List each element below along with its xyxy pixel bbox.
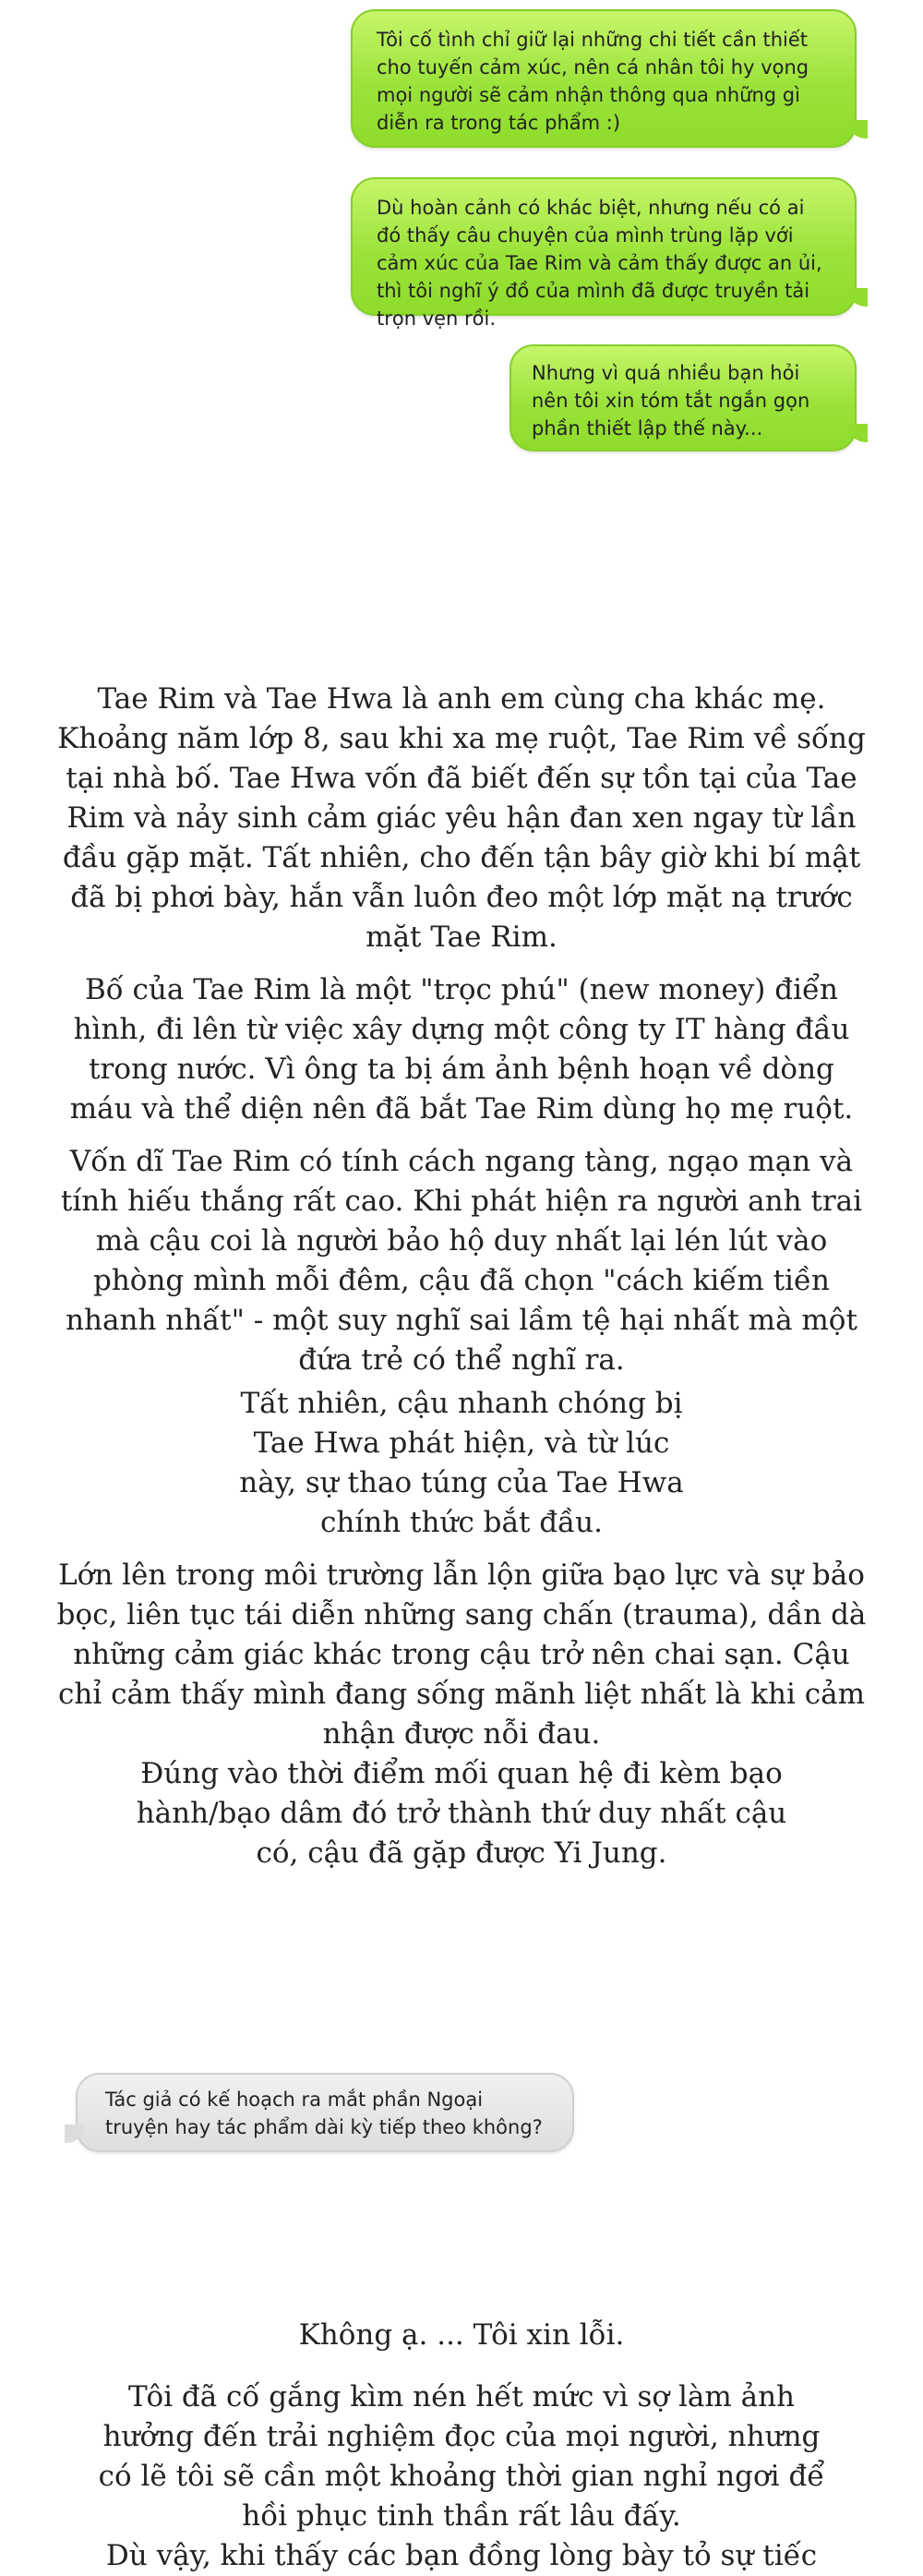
chat-message-text: Tôi cố tình chỉ giữ lại những chi tiết cần thiết cho tuyến cảm xúc, nên cá nhân tôi hy vọng mọi người sẽ cảm nhận thông qua những gì diễn ra trong tác phẩm :): [377, 29, 809, 134]
story-paragraph: Tất nhiên, cậu nhanh chóng bị Tae Hwa phát hiện, và từ lúc này, sự thao túng của Tae Hwa chính thức bắt đầu.: [239, 1387, 684, 1539]
story-paragraph: Tae Rim và Tae Hwa là anh em cùng cha khác mẹ. Khoảng năm lớp 8, sau khi xa mẹ ruột, Tae Rim về sống tại nhà bố. Tae Hwa vốn đã biết đến sự tồn tại của Tae Rim và nảy sinh cảm giác yêu hận đan xen ngay từ lần đầu gặp mặt. Tất nhiên, cho đến tận bây giờ khi bí mật đã bị phơi bày, hắn vẫn luôn đeo một lớp mặt nạ trước mặt Tae Rim.: [57, 682, 866, 954]
chat-bubble-outgoing: [509, 344, 857, 451]
answer-section: [55, 2316, 868, 2576]
chat-bubble-incoming: [76, 2073, 574, 2152]
story-paragraph: Bố của Tae Rim là một "trọc phú" (new money) điển hình, đi lên từ việc xây dựng một công ty IT hàng đầu trong nước. Vì ông ta bị ám ảnh bệnh hoạn về dòng máu và thể diện nên đã bắt Tae Rim dùng họ mẹ ruột.: [69, 973, 854, 1125]
story-paragraph: Vốn dĩ Tae Rim có tính cách ngang tàng, ngạo mạn và tính hiếu thắng rất cao. Khi phát hiện ra người anh trai mà cậu coi là người bảo hộ duy nhất lại lén lút vào phòng mình mỗi đêm, cậu đã chọn "cách kiếm tiền nhanh nhất" - một suy nghĩ sai lầm tệ hại nhất mà một đứa trẻ có thể nghĩ ra.: [60, 1145, 863, 1377]
chat-bubble-outgoing: [351, 177, 857, 330]
chat-message-text: Nhưng vì quá nhiều bạn hỏi nên tôi xin tóm tắt ngắn gọn phần thiết lập thế này...: [532, 362, 810, 439]
story-paragraph: Lớn lên trong môi trường lẫn lộn giữa bạo lực và sự bảo bọc, liên tục tái diễn những sang chấn (trauma), dần dà những cảm giác khác trong cậu trở nên chai sạn. Cậu chỉ cảm thấy mình đang sống mãnh liệt nhất là khi cảm nhận được nỗi đau.: [56, 1559, 867, 1751]
story-summary: [55, 680, 868, 1873]
chat-bubble-outgoing: [351, 9, 857, 148]
answer-paragraph: Dù vậy, khi thấy các bạn đồng lòng bày tỏ sự tiếc: [105, 2539, 818, 2572]
chat-message-text: Dù hoàn cảnh có khác biệt, nhưng nếu có ai đó thấy câu chuyện của mình trùng lặp với cảm xúc của Tae Rim và cảm thấy được an ủi, thì tôi nghĩ ý đồ của mình đã được truyền tải trọn vẹn rồi.: [377, 197, 822, 330]
story-paragraph: Đúng vào thời điểm mối quan hệ đi kèm bạo hành/bạo dâm đó trở thành thứ duy nhất cậu có, cậu đã gặp được Yi Jung.: [136, 1757, 787, 1870]
answer-heading: Không ạ. ... Tôi xin lỗi.: [298, 2318, 625, 2352]
chat-message-text: Tác giả có kế hoạch ra mắt phần Ngoại truyện hay tác phẩm dài kỳ tiếp theo không?: [105, 2088, 543, 2138]
answer-paragraph: Tôi đã cố gắng kìm nén hết mức vì sợ làm ảnh hưởng đến trải nghiệm đọc của mọi người, nhưng có lẽ tôi sẽ cần một khoảng thời gian nghỉ ngơi để hồi phục tinh thần rất lâu đấy.: [98, 2380, 825, 2533]
bubble-tail: [847, 120, 868, 138]
bubble-tail: [847, 288, 868, 307]
bubble-tail: [65, 2125, 85, 2143]
bubble-tail: [847, 424, 868, 442]
